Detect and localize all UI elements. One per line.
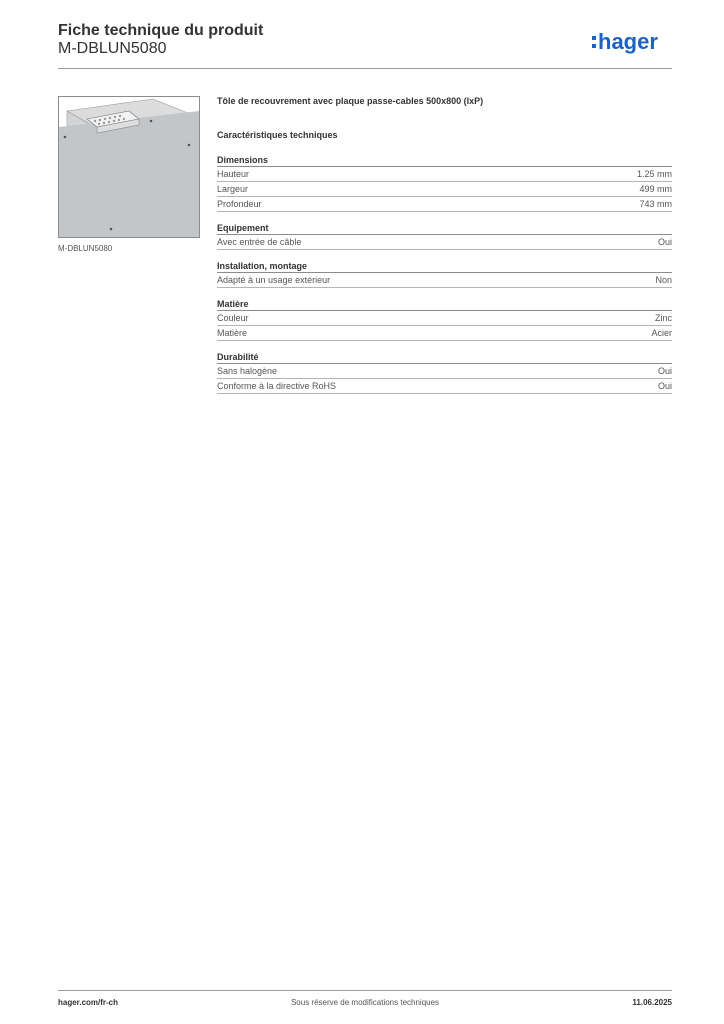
page-title: Fiche technique du produit bbox=[58, 22, 264, 39]
spec-label: Couleur bbox=[217, 313, 249, 323]
spec-group-durability bbox=[217, 341, 672, 394]
spec-value: Non bbox=[655, 275, 672, 285]
spec-label: Adapté à un usage extérieur bbox=[217, 275, 331, 285]
spec-group-title: Matière bbox=[217, 288, 672, 311]
footer-website-link[interactable]: hager.com/fr-ch bbox=[58, 998, 119, 1007]
spec-content bbox=[217, 96, 672, 394]
spec-label: Avec entrée de câble bbox=[217, 237, 302, 247]
spec-group-title: Durabilité bbox=[217, 341, 672, 364]
spec-value: Oui bbox=[657, 237, 672, 247]
spec-group-title: Installation, montage bbox=[217, 250, 672, 273]
spec-group-title: Equipement bbox=[217, 212, 672, 235]
cover-plate-illustration bbox=[59, 97, 199, 237]
product-description: Tôle de recouvrement avec plaque passe-cables 500x800 (lxP) bbox=[217, 96, 484, 106]
spec-group-equipment bbox=[217, 212, 672, 250]
footer-disclaimer: Sous réserve de modifications techniques bbox=[290, 998, 440, 1007]
spec-group-material bbox=[217, 288, 672, 341]
spec-value: Zinc bbox=[654, 313, 672, 323]
spec-row bbox=[217, 236, 672, 250]
footer-date: 11.06.2025 bbox=[632, 998, 672, 1007]
svg-text:hager: hager bbox=[598, 29, 658, 54]
footer-divider bbox=[58, 990, 672, 991]
specs-heading: Caractéristiques techniques bbox=[217, 130, 338, 140]
spec-row bbox=[217, 198, 672, 212]
spec-row bbox=[217, 327, 672, 341]
spec-group-dimensions bbox=[217, 144, 672, 212]
spec-row bbox=[217, 380, 672, 394]
product-reference: M-DBLUN5080 bbox=[58, 40, 167, 57]
footer bbox=[58, 998, 672, 1010]
spec-label: Profondeur bbox=[217, 199, 262, 209]
spec-label: Conforme à la directive RoHS bbox=[217, 381, 337, 391]
spec-label: Hauteur bbox=[217, 169, 250, 179]
spec-row bbox=[217, 312, 672, 326]
spec-row bbox=[217, 183, 672, 197]
spec-label: Largeur bbox=[217, 184, 249, 194]
spec-value: Oui bbox=[657, 366, 672, 376]
spec-row bbox=[217, 365, 672, 379]
spec-value: Oui bbox=[657, 381, 672, 391]
hager-logo bbox=[590, 27, 674, 57]
image-caption: M-DBLUN5080 bbox=[58, 244, 113, 253]
spec-group-title: Dimensions bbox=[217, 144, 672, 167]
spec-label: Matière bbox=[217, 328, 248, 338]
header-divider bbox=[58, 68, 672, 69]
spec-value: 499 mm bbox=[639, 184, 672, 194]
spec-value: 1.25 mm bbox=[636, 169, 672, 179]
product-image bbox=[58, 96, 200, 238]
spec-label: Sans halogène bbox=[217, 366, 278, 376]
spec-row bbox=[217, 168, 672, 182]
spec-value: 743 mm bbox=[639, 199, 672, 209]
spec-group-installation bbox=[217, 250, 672, 288]
spec-row bbox=[217, 274, 672, 288]
spec-value: Acier bbox=[651, 328, 672, 338]
